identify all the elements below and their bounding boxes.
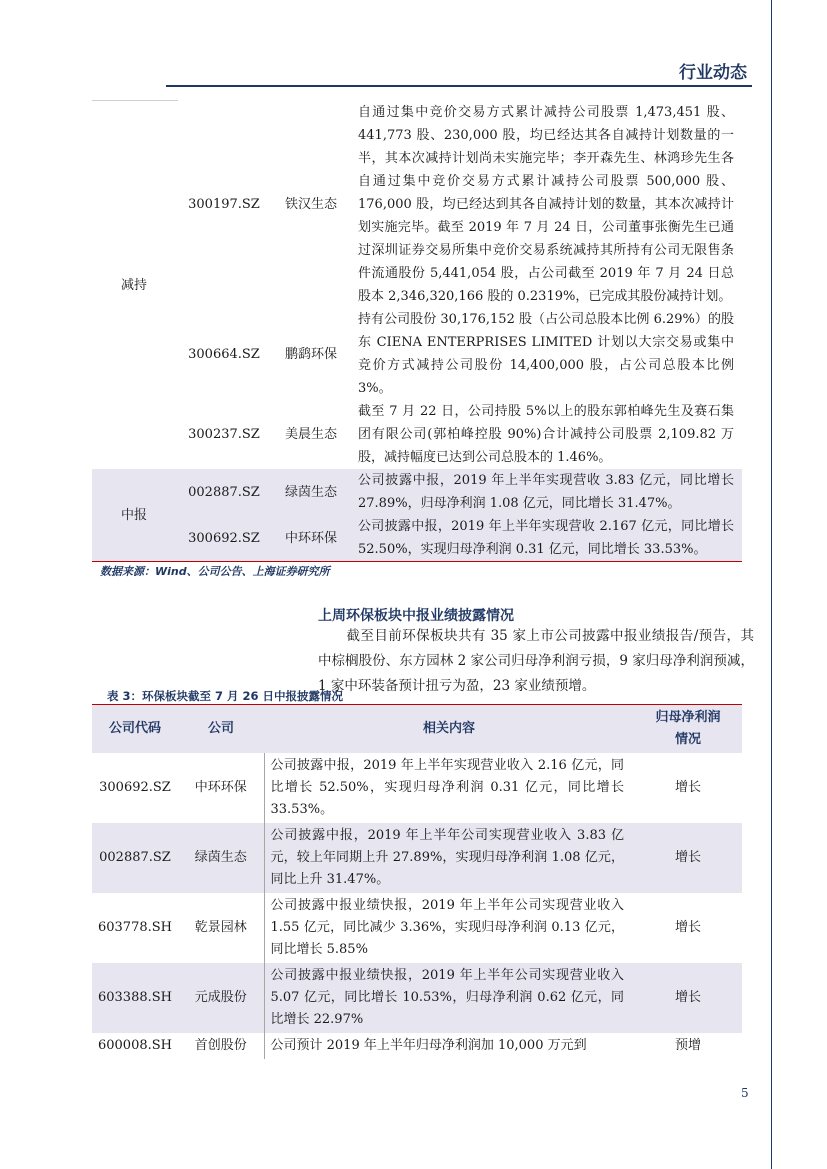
description: 公司披露中报，2019 年上半年实现营业收入 2.16 亿元，同比增长 52.50%，实现归母净利润 0.31 亿元，同比增长 33.53%。: [264, 753, 634, 823]
stock-code: 002887.SZ: [176, 469, 272, 515]
holdings-table: [92, 101, 742, 562]
table-row: [92, 823, 742, 893]
stock-code: 300692.SZ: [99, 780, 171, 795]
table-caption: 表 3：环保板块截至 7 月 26 日中报披露情况: [107, 689, 344, 703]
result: 增长: [674, 780, 701, 795]
stock-code: 002887.SZ: [92, 823, 178, 893]
description: 公司披露中报，2019 年上半年实现营收 2.167 亿元，同比增长 52.50%，实现归母净利润 0.31 亿元，同比增长 33.53%。: [350, 515, 742, 562]
description: 持有公司股份 30,176,152 股（占公司总股本比例 6.29%）的股东 CIENA ENTERPRISES LIMITED 计划以大宗交易或集中竞价方式减持公司股份 14,400,000 股，占公司总股本比例 3%。: [358, 312, 734, 396]
table-row: [92, 1033, 742, 1059]
result: 预增: [674, 1038, 701, 1053]
table-row: [92, 308, 742, 400]
company-name: 美晨生态: [284, 427, 337, 442]
table-row: [92, 963, 742, 1033]
page-number: 5: [741, 1086, 749, 1100]
section-paragraph: [318, 624, 754, 699]
description: 公司披露中报业绩快报，2019 年上半年公司实现营业收入 1.55 亿元，同比减少 3.36%，实现归母净利润 0.13 亿元，同比增长 5.85%: [264, 893, 634, 963]
result: 增长: [634, 823, 742, 893]
category-cell: 中报: [92, 469, 176, 562]
company-name: 乾景园林: [194, 920, 247, 935]
stock-code: 603388.SH: [92, 963, 178, 1033]
table-row: [92, 515, 742, 562]
header-company: 公司: [178, 705, 264, 753]
table-row: [92, 101, 742, 308]
company-name: 铁汉生态: [284, 197, 337, 212]
stock-code: 300237.SZ: [188, 427, 260, 442]
category-cell: 减持: [120, 277, 147, 293]
interim-report-table: [92, 705, 742, 1059]
company-name: 绿茵生态: [178, 823, 264, 893]
description: 截至 7 月 22 日，公司持股 5%以上的股东郭柏峰先生及赛石集团有限公司(郭柏峰控股 90%)合计减持公司股票 2,109.82 万股，减持幅度已达到公司总股本的 1.46%。: [358, 404, 734, 465]
data-source: 数据来源：Wind、公司公告、上海证券研究所: [100, 565, 330, 578]
company-name: 元成股份: [178, 963, 264, 1033]
table-row: [92, 753, 742, 823]
company-name: 绿茵生态: [272, 469, 350, 515]
description: 公司披露中报业绩快报，2019 年上半年公司实现营业收入 5.07 亿元，同比增长 10.53%，归母净利润 0.62 亿元，同比增长 22.97%: [264, 963, 634, 1033]
header-result: 归母净利润情况: [634, 705, 742, 753]
page-margin-rule: [771, 0, 772, 1169]
company-name: 首创股份: [194, 1038, 247, 1053]
company-name: 中环环保: [272, 515, 350, 562]
header-code: 公司代码: [92, 705, 178, 753]
description: 自通过集中竞价交易方式累计减持公司股票 1,473,451 股、441,773 股、230,000 股，均已经达其各自减持计划数量的一半，其本次减持计划尚未实施完毕；李开森先生、林鸿珍先生各自通过集中竞价交易方式累计减持公司股票 500,000 股、176,000 股，均已经达到其各自减持计划的数量，其本次减持计划实施完毕。截至 2019 年 7 月 24 日，公司董事张衡先生已通过深圳证券交易所集中竞价交易系统减持其所持有公司无限售条件流通股份 5,441,054 股，占公司截至 2019 年 7 月 24 日总股本 2,346,320,166 股的 0.2319%，已完成其股份减持计划。: [358, 105, 734, 304]
header-content: 相关内容: [264, 705, 634, 753]
stock-code: 300664.SZ: [188, 346, 260, 362]
table-header-row: [92, 705, 742, 753]
description: 公司披露中报，2019 年上半年实现营收 3.83 亿元，同比增长 27.89%，归母净利润 1.08 亿元，同比增长 31.47%。: [350, 469, 742, 515]
paragraph-text: 截至目前环保板块共有 35 家上市公司披露中报业绩报告/预告，其中棕榈股份、东方园林 2 家公司归母净利润亏损，9 家归母净利润预减，1 家中环装备预计扭亏为盈，23 家业绩预增。: [318, 628, 754, 694]
header-rule: [166, 85, 752, 87]
stock-code: 300197.SZ: [188, 197, 260, 212]
section-title: 上周环保板块中报业绩披露情况: [318, 608, 514, 624]
stock-code: 603778.SH: [97, 920, 172, 935]
table-row: [92, 400, 742, 469]
table-row: [92, 893, 742, 963]
stock-code: 300692.SZ: [176, 515, 272, 562]
stock-code: 600008.SH: [97, 1038, 172, 1053]
result: 增长: [634, 963, 742, 1033]
description: 公司预计 2019 年上半年归母净利润加 10,000 万元到: [264, 1033, 634, 1059]
company-name: 鹏鹞环保: [284, 346, 337, 362]
table-row: [92, 469, 742, 515]
description: 公司披露中报，2019 年上半年公司实现营业收入 3.83 亿元，较上年同期上升 27.89%，实现归母净利润 1.08 亿元，同比上升 31.47%。: [264, 823, 634, 893]
result: 增长: [674, 920, 701, 935]
header-title: 行业动态: [679, 63, 747, 83]
company-name: 中环环保: [194, 780, 247, 795]
